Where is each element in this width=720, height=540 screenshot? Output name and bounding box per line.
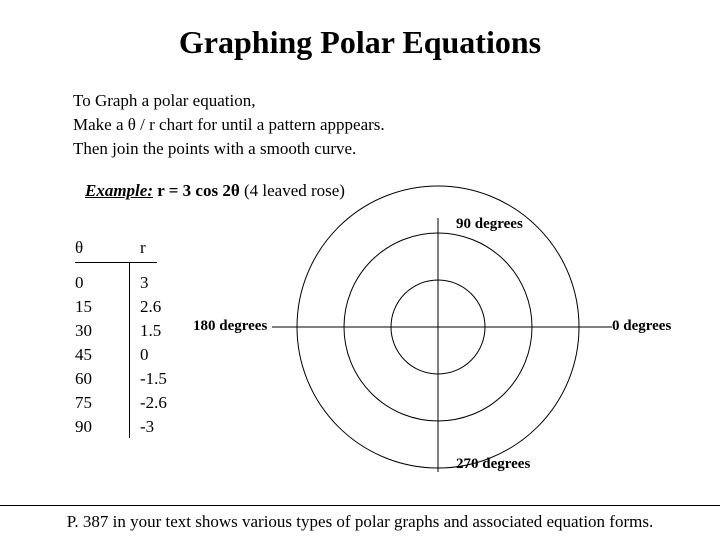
r-cell: 1.5 <box>140 321 162 340</box>
example-equation: r = 3 cos 2θ <box>157 181 240 200</box>
example-note: (4 leaved rose) <box>239 181 345 200</box>
theta-cell: 30 <box>75 321 92 340</box>
intro-line-3: Then join the points with a smooth curve. <box>73 139 357 158</box>
theta-cell: 60 <box>75 369 92 388</box>
r-cell: -3 <box>140 417 155 436</box>
r-cell: -2.6 <box>140 393 167 412</box>
theta-cell: 90 <box>75 417 92 436</box>
label-180-degrees: 180 degrees <box>193 318 268 334</box>
r-header: r <box>140 238 146 257</box>
page-title: Graphing Polar Equations <box>178 24 542 60</box>
theta-cell: 45 <box>75 345 92 364</box>
theta-cell: 75 <box>75 393 92 412</box>
intro-line-2: Make a θ / r chart for until a pattern apppears. <box>73 115 385 134</box>
theta-cell: 15 <box>75 297 92 316</box>
label-0-degrees: 0 degrees <box>612 318 672 334</box>
r-cell: 3 <box>140 273 149 292</box>
theta-cell: 0 <box>75 273 84 292</box>
intro-line-1: To Graph a polar equation, <box>73 91 256 110</box>
theta-header: θ <box>75 238 84 257</box>
example-label: Example: <box>85 181 153 200</box>
r-cell: -1.5 <box>140 369 167 388</box>
r-cell: 2.6 <box>140 297 162 316</box>
footer-rule <box>0 505 720 506</box>
footer-note: P. 387 in your text shows various types of polar graphs and associated equation forms. <box>66 512 654 531</box>
label-270-degrees: 270 degrees <box>456 456 531 472</box>
label-90-degrees: 90 degrees <box>456 216 523 232</box>
r-cell: 0 <box>140 345 149 364</box>
